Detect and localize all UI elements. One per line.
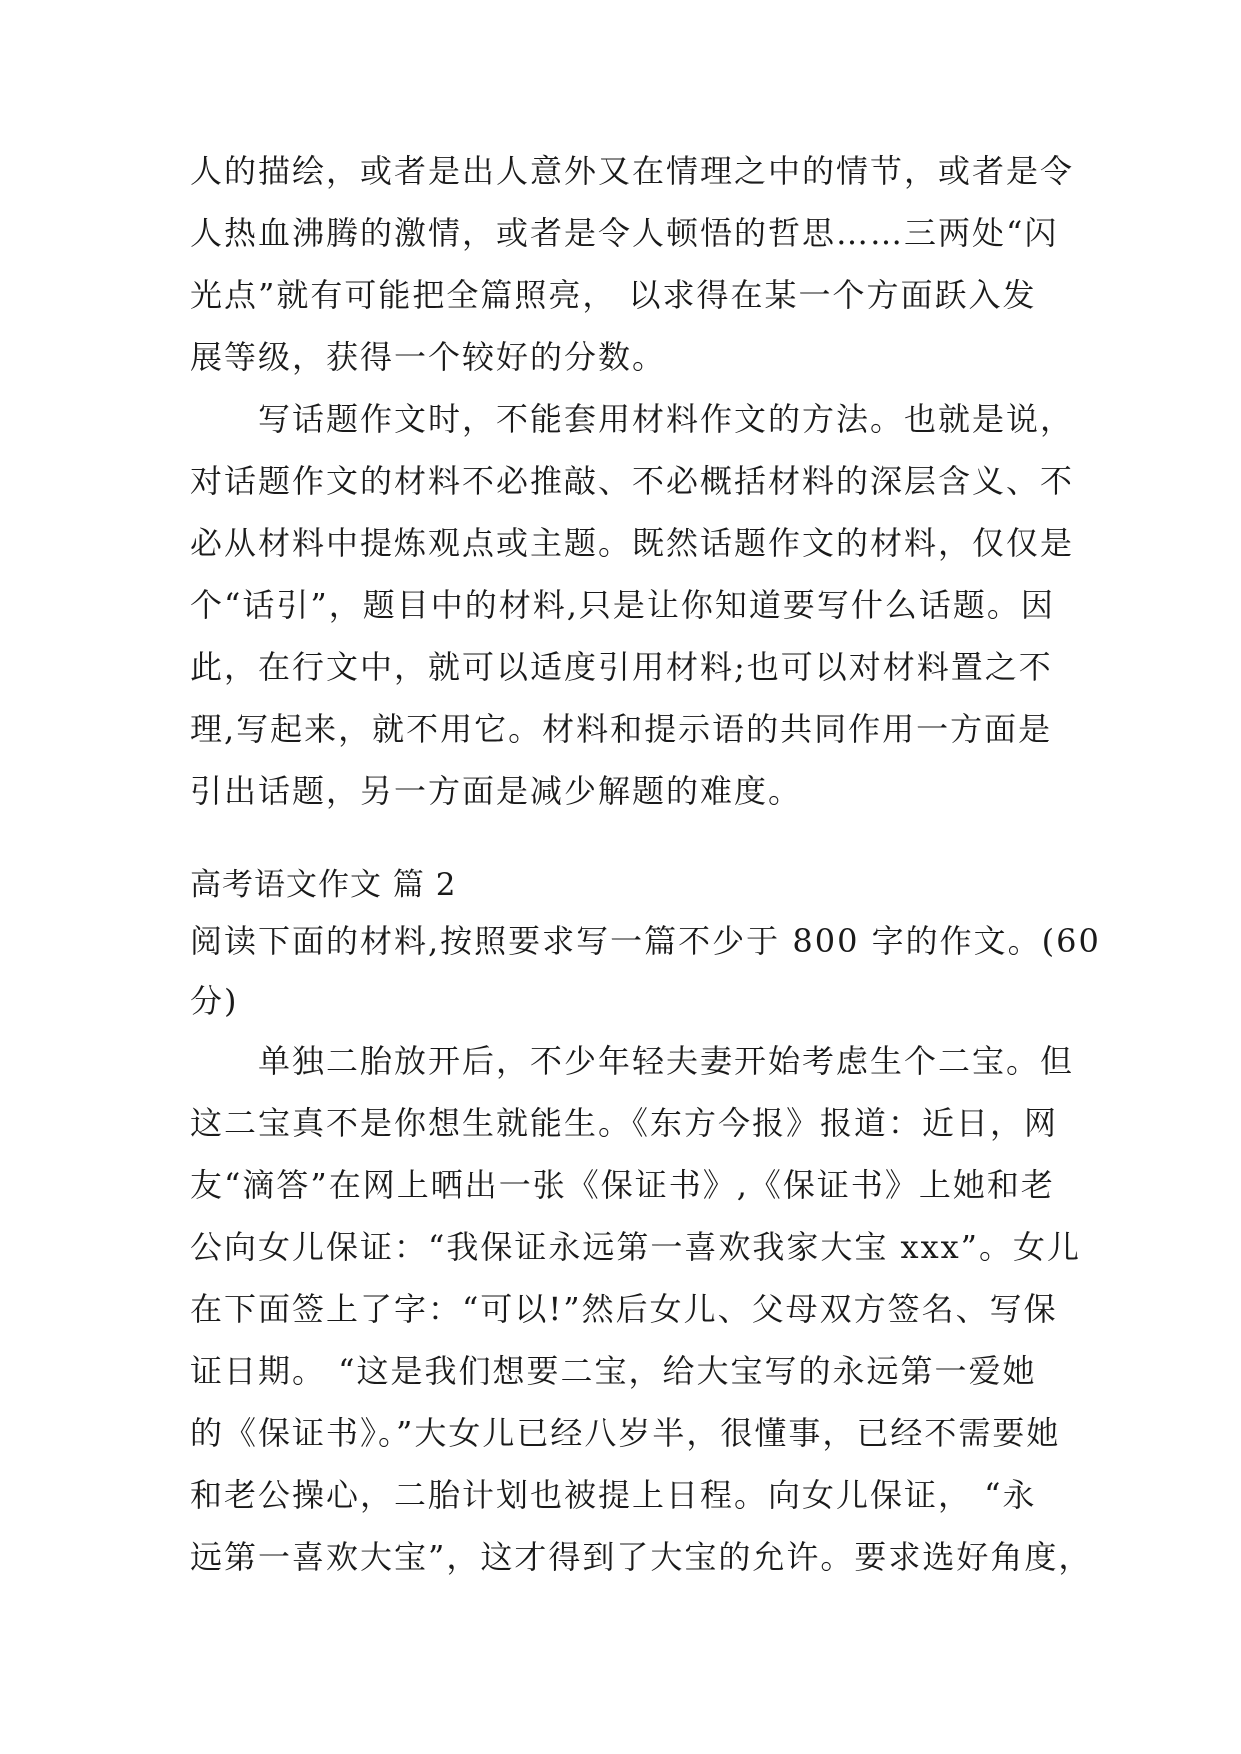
body-text-line: 单独二胎放开后，不少年轻夫妻开始考虑生个二宝。但 xyxy=(190,1042,1075,1080)
body-text-line: 人的描绘，或者是出人意外又在情理之中的情节，或者是令 xyxy=(190,152,1075,190)
body-text-line: 理,写起来，就不用它。材料和提示语的共同作用一方面是 xyxy=(190,710,1053,748)
body-text-line: 公向女儿保证：“我保证永远第一喜欢我家大宝 xxx”。女儿 xyxy=(190,1228,1082,1266)
prompt-text-line: 分) xyxy=(190,982,239,1020)
body-text-line: 必从材料中提炼观点或主题。既然话题作文的材料，仅仅是 xyxy=(190,524,1075,562)
body-text-line: 个“话引”，题目中的材料,只是让你知道要写什么话题。因 xyxy=(190,586,1055,624)
body-text-line: 此，在行文中，就可以适度引用材料;也可以对材料置之不 xyxy=(190,648,1053,686)
section-heading: 高考语文作文 篇 2 xyxy=(190,867,457,903)
body-text-line: 远第一喜欢大宝”，这才得到了大宝的允许。要求选好角度， xyxy=(190,1538,1093,1576)
body-text-line: 友“滴答”在网上晒出一张《保证书》,《保证书》上她和老 xyxy=(190,1166,1055,1204)
body-text-line: 和老公操心，二胎计划也被提上日程。向女儿保证， “永 xyxy=(190,1476,1037,1514)
body-text-line: 展等级，获得一个较好的分数。 xyxy=(190,338,667,376)
body-text-line: 在下面签上了字：“可以!”然后女儿、父母双方签名、写保 xyxy=(190,1290,1058,1328)
body-text-line: 这二宝真不是你想生就能生。《东方今报》报道：近日，网 xyxy=(190,1104,1059,1142)
body-text-line: 引出话题，另一方面是减少解题的难度。 xyxy=(190,772,803,810)
body-text-line: 对话题作文的材料不必推敲、不必概括材料的深层含义、不 xyxy=(190,462,1075,500)
prompt-text-line: 阅读下面的材料,按照要求写一篇不少于 800 字的作文。(60 xyxy=(190,922,1101,960)
body-text-line: 的《保证书》。”大女儿已经八岁半，很懂事，已经不需要她 xyxy=(190,1414,1061,1452)
body-text-line: 写话题作文时，不能套用材料作文的方法。也就是说， xyxy=(190,400,1075,438)
body-text-line: 光点”就有可能把全篇照亮， 以求得在某一个方面跃入发 xyxy=(190,276,1037,314)
body-text-line: 人热血沸腾的激情，或者是令人顿悟的哲思……三两处“闪 xyxy=(190,214,1059,252)
body-text-line: 证日期。 “这是我们想要二宝，给大宝写的永远第一爱她 xyxy=(190,1352,1037,1390)
